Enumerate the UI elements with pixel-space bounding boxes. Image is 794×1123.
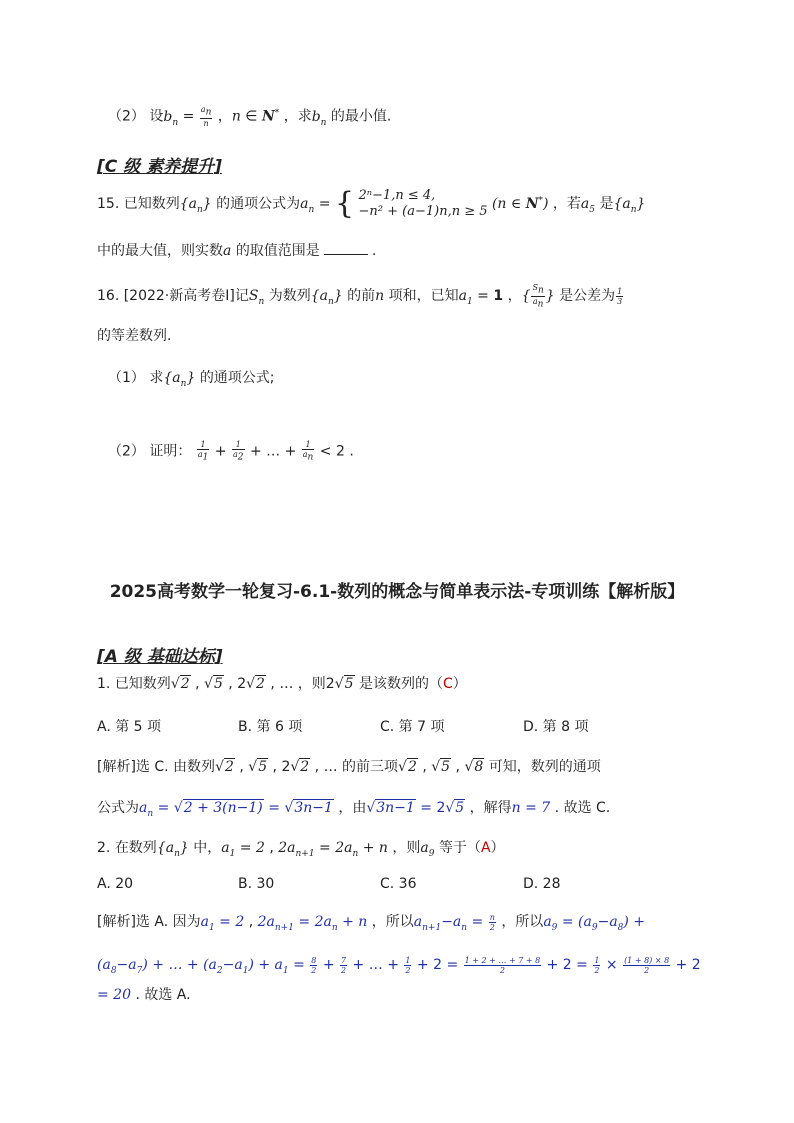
q16-line1: 16. [2022·新高考卷Ⅰ]记$S_n$ 为数列$\{a_n\}$ 的前n 项和，已知$a_1 = 1$ ，{ $\frac{S_n}{a_n}$ } 是公差为 $\frac{1}{3}$ [97,283,623,310]
q1-solution-line2: 公式为$a_n = √2 + 3(n-1) = √3n-1$ ，由√3n−1 = 2√5 ，解得n = 7 . 故选 C. [97,800,611,819]
q1-option-a: A. 第 5 项 [97,719,162,735]
q2-stem: 2. 在数列$\{a_n\}$ 中，$a_1 = 2$ , $2a_{n+1} = 2a_n + n$ ，则$a_9$ 等于（A） [97,840,505,859]
q2-solution-line2: $(a_8-a_7)$ + … + $(a_2-a_1) + a_1$ = $\frac{8}{2}$ + $\frac{7}{2}$ + … + $\frac{1}{2}$ + 2 = $\frac{1 + 2 + \dots + 7 + 8}{2}$ + 2 = $\frac{1}{2}$ × $\frac{(1 + 8) \times 8}{2}$ + 2 [97,955,701,976]
q2-solution-line1: [解析]选 A. 因为$a_1 = 2$ , $2a_{n+1} = 2a_n + n$ ，所以$a_{n+1}-a_n$ = $\frac{n}{2}$ ，所以$a_9 = (a_9-a_8)$ + [97,912,646,933]
q1-option-c: C. 第 7 项 [380,719,445,735]
answer-blank [324,242,368,255]
q2-option-a: A. 20 [97,876,134,892]
q14-part2: （2） 设$b_n$ = $\frac{a_n}{n}$ ，n ∈ N* ，求$b_n$ 的最小值. [108,105,392,128]
document-title: 2025高考数学一轮复习-6.1-数列的概念与简单表示法-专项训练【解析版】 [109,582,685,602]
q2-answer: A [480,840,491,856]
q2-option-d: D. 28 [523,876,561,892]
q15-line1: 15. 已知数列$\{a_n\}$ 的通项公式为$a_n$ = { 2ⁿ−1,n ≤ 4, −n² + (a−1)n,n ≥ 5 (n ∈ N*) ，若$a_5$ 是$\{a_n\}$ [97,186,646,221]
q1-answer: C [443,676,453,692]
section-c-heading: [C 级 素养提升] [97,157,222,177]
section-a-heading: [A 级 基础达标] [97,647,223,667]
q16-part2: （2） 证明： $\frac{1}{a_1}$ + $\frac{1}{a_2}$ + … + $\frac{1}{a_n}$ < 2 . [108,440,354,463]
q15-line2: 中的最大值，则实数a 的取值范围是 . [97,243,377,259]
q2-option-b: B. 30 [238,876,275,892]
q1-solution-line1: [解析]选 C. 由数列√2 , √5 , 2√2 , … 的前三项√2 , √5 , √8 可知，数列的通项 [97,759,601,775]
piecewise: { 2ⁿ−1,n ≤ 4, −n² + (a−1)n,n ≥ 5 [334,186,488,221]
q1-stem: 1. 已知数列√2 , √5 , 2√2 , … ，则2√5 是该数列的（C） [97,676,467,692]
q2-option-c: C. 36 [380,876,417,892]
q2-solution-line3: = 20 . 故选 A. [97,987,191,1003]
fraction: $\frac{a_n}{n}$ [200,105,212,128]
q1-option-d: D. 第 8 项 [523,719,589,735]
q16-line2: 的等差数列. [97,328,172,344]
q1-option-b: B. 第 6 项 [238,719,303,735]
q16-part1: （1） 求$\{a_n\}$ 的通项公式; [108,370,275,389]
